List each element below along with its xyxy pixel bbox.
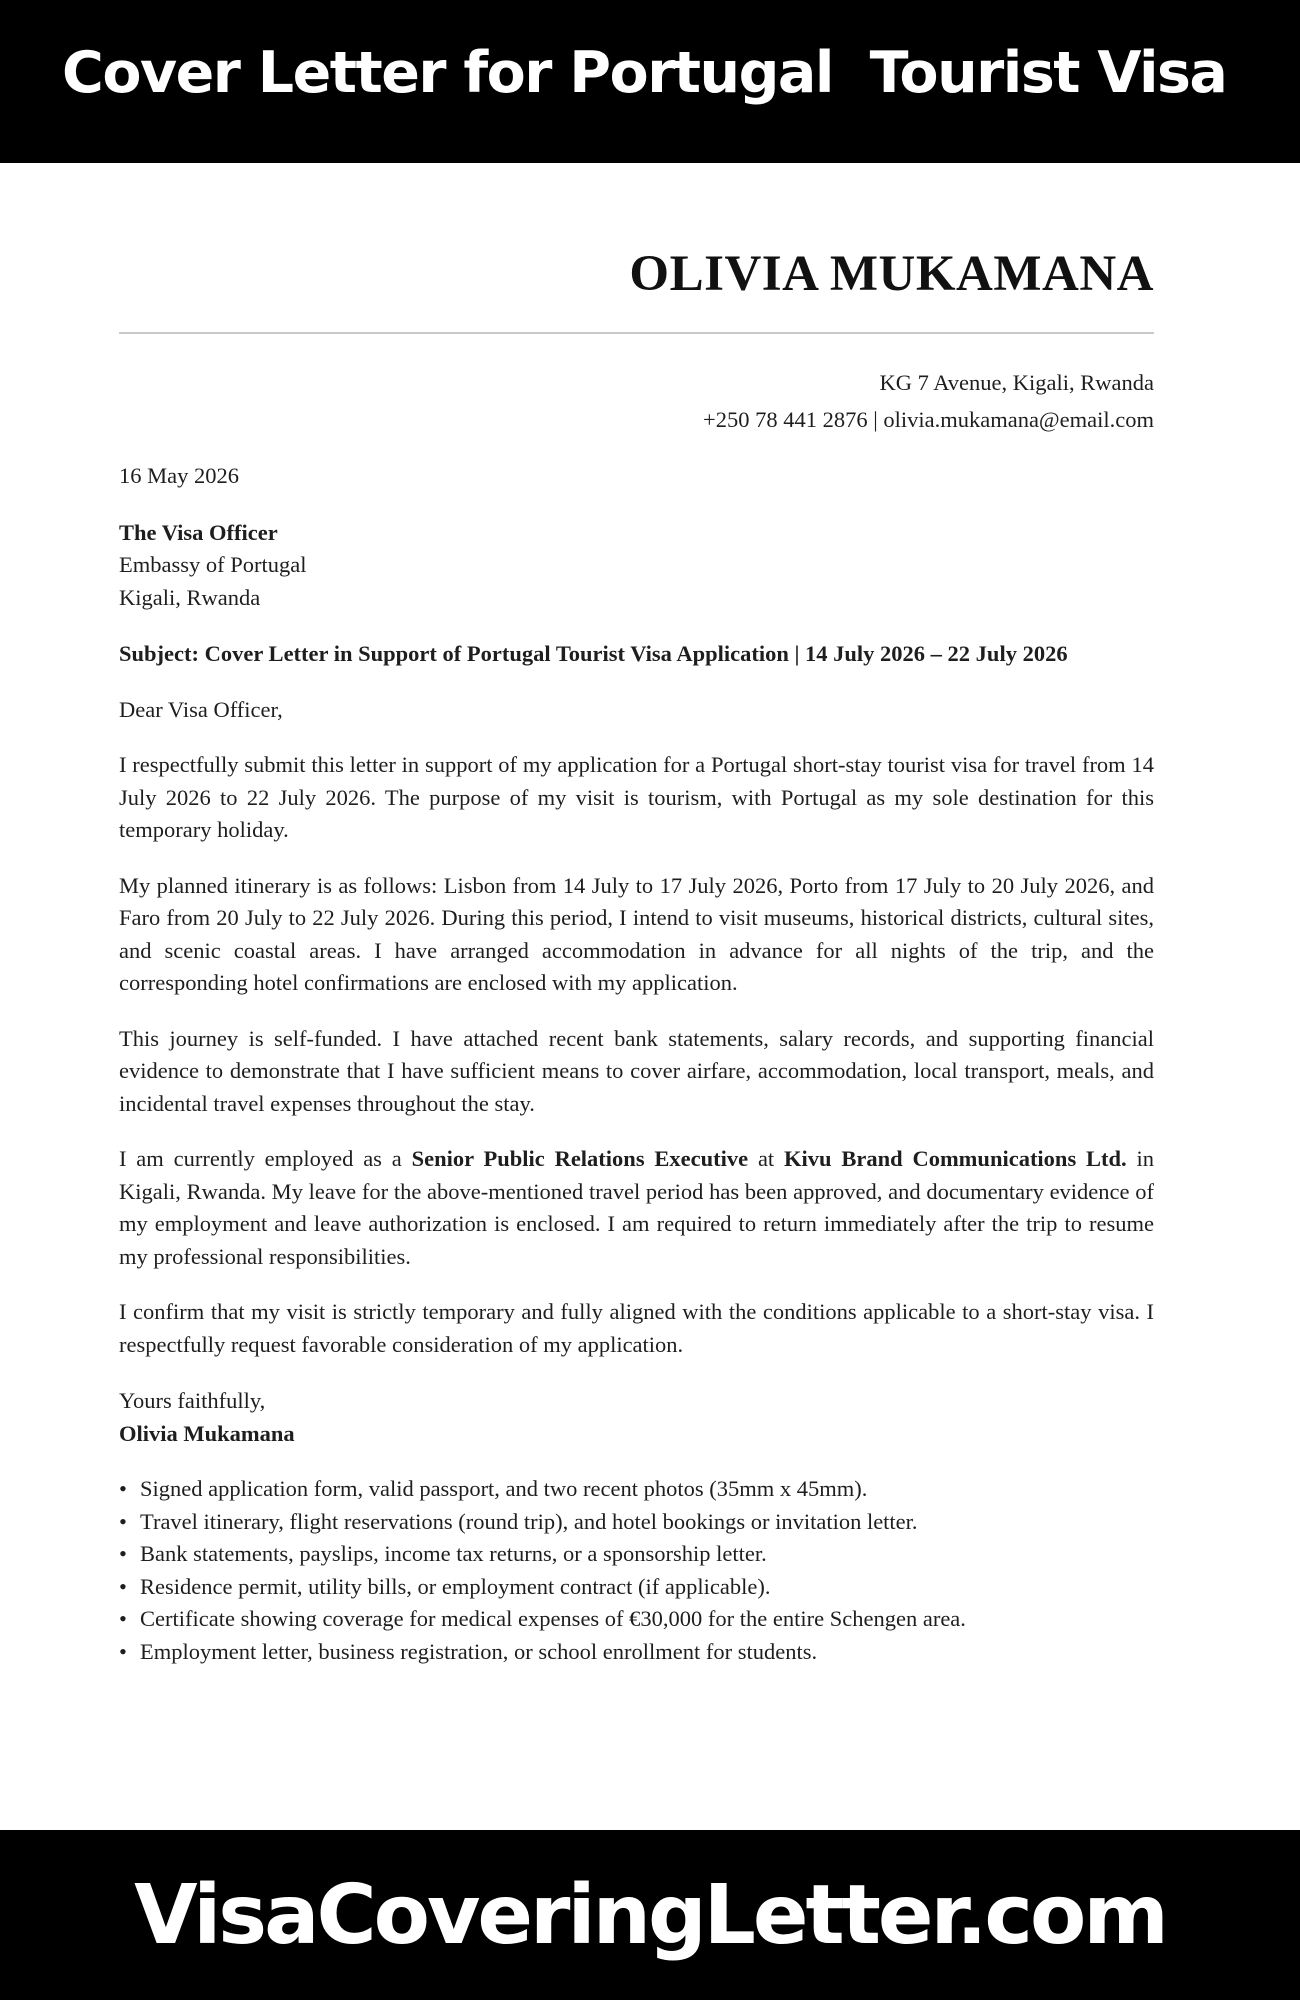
- letter-date: 16 May 2026: [119, 463, 239, 488]
- recipient-organization: Embassy of Portugal: [119, 552, 307, 577]
- header-divider: [119, 332, 1154, 334]
- paragraph-confirmation: I confirm that my visit is strictly temporary and fully aligned with the conditions applicable to a short-stay visa. I respectfully request favorable consideration of my application.: [119, 1299, 1154, 1357]
- banner-title: Cover Letter for Portugal Tourist Visa: [62, 40, 1227, 106]
- signer-name: Olivia Mukamana: [119, 1420, 295, 1446]
- sender-name: OLIVIA MUKAMANA: [629, 246, 1154, 302]
- recipient-title: The Visa Officer: [119, 519, 278, 545]
- checklist-item: • Employment letter, business registration, or school enrollment for students.: [119, 1636, 1154, 1669]
- salutation: Dear Visa Officer,: [119, 696, 283, 722]
- checklist-item: • Certificate showing coverage for medical expenses of €30,000 for the entire Schengen area.: [119, 1603, 1154, 1636]
- bottom-banner: [0, 1830, 1300, 2000]
- paragraph-purpose: I respectfully submit this letter in support of my application for a Portugal short-stay tourist visa for travel from 14 July 2026 to 22 July 2026. The purpose of my visit is tourism, with Portugal as my sole destination for this temporary holiday.: [119, 752, 1154, 842]
- sender-address: KG 7 Avenue, Kigali, Rwanda: [879, 370, 1154, 395]
- top-banner: [0, 0, 1300, 163]
- cover-letter: [119, 240, 1154, 1668]
- closing-phrase: Yours faithfully,: [119, 1388, 266, 1413]
- recipient-location: Kigali, Rwanda: [119, 584, 261, 610]
- checklist-item: • Bank statements, payslips, income tax returns, or a sponsorship letter.: [119, 1538, 1154, 1571]
- checklist-item: • Travel itinerary, flight reservations (round trip), and hotel bookings or invitation letter.: [119, 1506, 1154, 1539]
- paragraph-funding: This journey is self-funded. I have attached recent bank statements, salary records, and supporting financial evidence to demonstrate that I have sufficient means to cover airfare, accommodation, local transport, meals, and incidental travel expenses throughout the stay.: [119, 1025, 1154, 1116]
- document-checklist: [119, 1473, 1154, 1668]
- letter-subject: Subject: Cover Letter in Support of Portugal Tourist Visa Application | 14 July 2026 – 22 July 2026: [119, 641, 1068, 666]
- employment-lead-text: I am currently employed as a: [119, 1146, 412, 1171]
- closing-block: [119, 1385, 1154, 1450]
- sender-contact-block: [119, 364, 1154, 438]
- website-name: VisaCoveringLetter.com: [134, 1868, 1166, 1963]
- sender-phone-email: +250 78 441 2876 | olivia.mukamana@email.com: [703, 407, 1154, 432]
- paragraph-itinerary: My planned itinerary is as follows: Lisbon from 14 July to 17 July 2026, Porto from 17 July to 20 July 2026, and Faro from 20 July to 22 July 2026. During this period, I intend to visit museums, historical districts, cultural sites, and scenic coastal areas. I have arranged accommodation in advance for all nights of the trip, and the corresponding hotel confirmations are enclosed with my application.: [119, 872, 1154, 995]
- paragraph-employment: [119, 1143, 1154, 1273]
- checklist-item: • Residence permit, utility bills, or employment contract (if applicable).: [119, 1571, 1154, 1604]
- job-title: Senior Public Relations Executive: [411, 1146, 749, 1171]
- checklist-item: • Signed application form, valid passport, and two recent photos (35mm x 45mm).: [119, 1473, 1154, 1506]
- employment-rest-text: in Kigali, Rwanda. My leave for the above-mentioned travel period has been approved, and documentary evidence of my employment and leave authorization is enclosed. I am required to return immediately after the trip to resume my professional responsibilities.: [119, 1146, 1154, 1269]
- employment-at-text: at: [748, 1146, 785, 1171]
- recipient-block: [119, 517, 1154, 615]
- employer-name: Kivu Brand Communications Ltd.: [784, 1146, 1127, 1171]
